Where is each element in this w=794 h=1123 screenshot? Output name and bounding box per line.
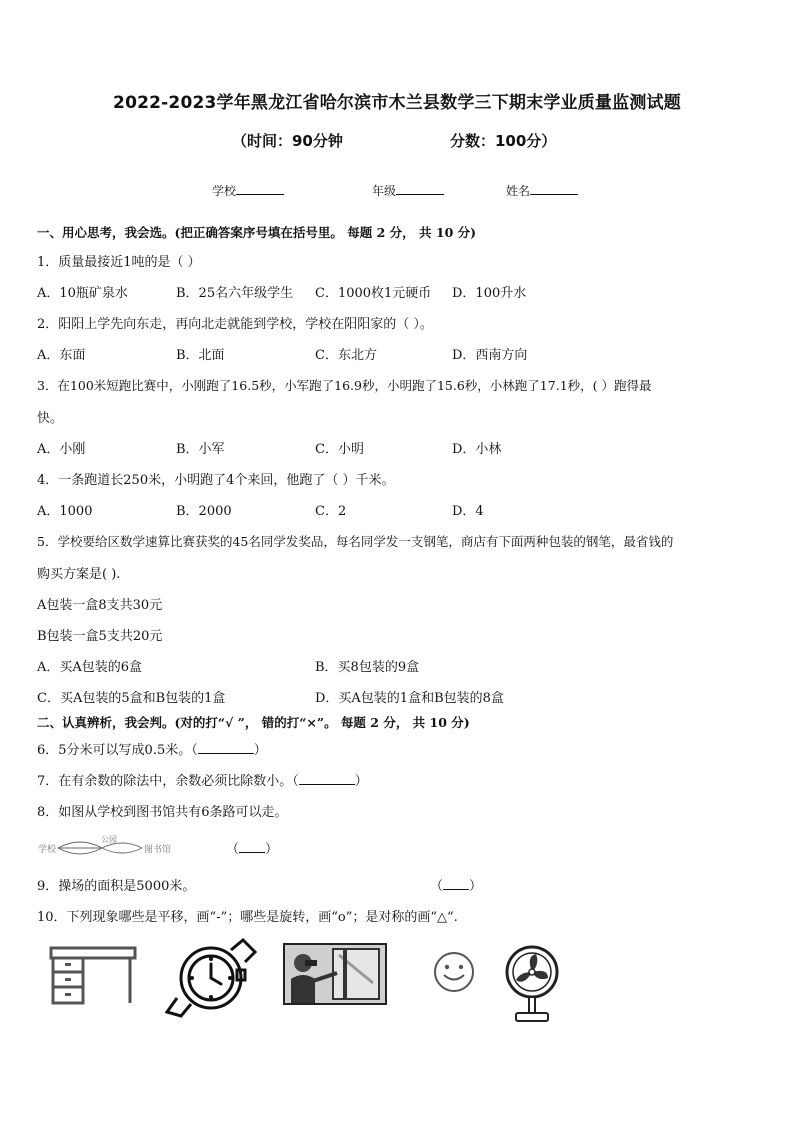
q1-option-b[interactable]: B．25名六年级学生 [176, 286, 294, 301]
grade-blank[interactable] [396, 184, 444, 195]
q1-option-a[interactable]: A．10瓶矿泉水 [37, 286, 128, 301]
q5-text-line2: 购买方案是( ). [37, 567, 121, 582]
desk-picture [48, 944, 138, 1006]
q5-option-c[interactable]: C．买A包装的5盒和B包装的1盒 [37, 691, 226, 706]
q1-option-c[interactable]: C．1000枚1元硬币 [315, 286, 432, 301]
q6-answer-blank[interactable] [198, 742, 254, 754]
page-title: 2022-2023学年黑龙江省哈尔滨市木兰县数学三下期末学业质量监测试题 [113, 93, 681, 113]
section1-heading: 一、用心思考，我会选。(把正确答案序号填在括号里。 每题 2 分， 共 10 分) [37, 225, 477, 240]
q3-text-line1: 3．在100米短跑比赛中，小刚跑了16.5秒，小军跑了16.9秒，小明跑了15.6秒，小林跑了17.1秒，( ）跑得最 [37, 378, 652, 393]
grade-label: 年级 [372, 184, 397, 198]
route-paths [58, 842, 142, 854]
q8-paren-open: （ [226, 842, 240, 857]
name-label: 姓名 [506, 184, 531, 198]
q6-paren-close: ） [253, 743, 267, 758]
grade-field[interactable] [372, 182, 444, 199]
window-picture [283, 943, 387, 1005]
fan-picture [502, 944, 562, 1024]
q2-option-c[interactable]: C．东北方 [315, 348, 377, 363]
smiley-picture [432, 950, 476, 994]
q6-line [37, 739, 267, 758]
q2-option-a[interactable]: A．东面 [37, 348, 86, 363]
q3-option-a[interactable]: A．小刚 [37, 442, 86, 457]
q3-option-d[interactable]: D．小林 [452, 442, 502, 457]
route-diagram [38, 832, 178, 858]
q1-text: 1．质量最接近1吨的是（ ） [37, 255, 201, 270]
school-blank[interactable] [236, 184, 284, 195]
q7-line [37, 770, 368, 789]
q7-text: 7．在有余数的除法中，余数必须比除数小。（ [37, 774, 299, 789]
q2-option-b[interactable]: B．北面 [176, 348, 225, 363]
section2-heading: 二、认真辨析，我会判。(对的打“√ ”， 错的打“×”。 每题 2 分， 共 10 分) [37, 715, 470, 730]
q2-text: 2．阳阳上学先向东走，再向北走就能到学校，学校在阳阳家的（ ）。 [37, 317, 433, 332]
q5-option-d[interactable]: D．买A包装的1盒和B包装的8盒 [315, 691, 504, 706]
q8-answer-blank[interactable] [239, 841, 265, 853]
q5-pack-b: B包装一盒5支共20元 [37, 629, 163, 644]
q4-option-c[interactable]: C．2 [315, 504, 347, 519]
school-label: 学校 [212, 184, 237, 198]
q5-pack-a: A包装一盒8支共30元 [37, 598, 163, 613]
q3-option-c[interactable]: C．小明 [315, 442, 364, 457]
q4-option-b[interactable]: B．2000 [176, 504, 232, 519]
q5-text-line1: 5．学校要给区数学速算比赛获奖的45名同学发奖品，每名同学发一支钢笔，商店有下面两种包装的钢笔，最省钱的 [37, 534, 674, 549]
q8-answer [226, 838, 278, 857]
q8-text: 8．如图从学校到图书馆共有6条路可以走。 [37, 805, 288, 820]
q7-paren-close: ） [354, 774, 368, 789]
name-blank[interactable] [530, 184, 578, 195]
q1-option-d[interactable]: D．100升水 [452, 286, 527, 301]
q5-option-b[interactable]: B．买8包装的9盒 [315, 660, 420, 675]
q3-option-b[interactable]: B．小军 [176, 442, 225, 457]
q6-text: 6．5分米可以写成0.5米。（ [37, 743, 198, 758]
time-limit: （时间：90分钟 [232, 132, 343, 150]
q9-answer-blank[interactable] [443, 878, 469, 890]
q4-text: 4．一条跑道长250米，小明跑了4个来回，他跑了（ ）千米。 [37, 473, 395, 488]
q4-option-d[interactable]: D．4 [452, 504, 484, 519]
q8-paren-close: ） [265, 842, 279, 857]
name-field[interactable] [506, 182, 578, 199]
q9-text: 9．操场的面积是5000米。 [37, 879, 196, 894]
q7-answer-blank[interactable] [299, 773, 355, 785]
q9-paren-open: （ [430, 879, 444, 894]
route-school-label: 学校 [38, 845, 57, 855]
watch-picture [163, 936, 259, 1018]
q4-option-a[interactable]: A．1000 [37, 504, 93, 519]
school-field[interactable] [212, 182, 284, 199]
q2-option-d[interactable]: D．西南方向 [452, 348, 528, 363]
q5-option-a[interactable]: A．买A包装的6盒 [37, 660, 143, 675]
route-park-label: 公园 [101, 835, 117, 844]
q9-paren-close: ） [469, 879, 483, 894]
total-score: 分数：100分） [450, 132, 557, 150]
route-library-label: 图书馆 [144, 845, 172, 855]
q9-answer [430, 875, 482, 894]
q3-text-line2: 快。 [37, 411, 64, 426]
q10-text: 10．下列现象哪些是平移，画“-”；哪些是旋转，画“o”；是对称的画“△“. [37, 910, 458, 925]
